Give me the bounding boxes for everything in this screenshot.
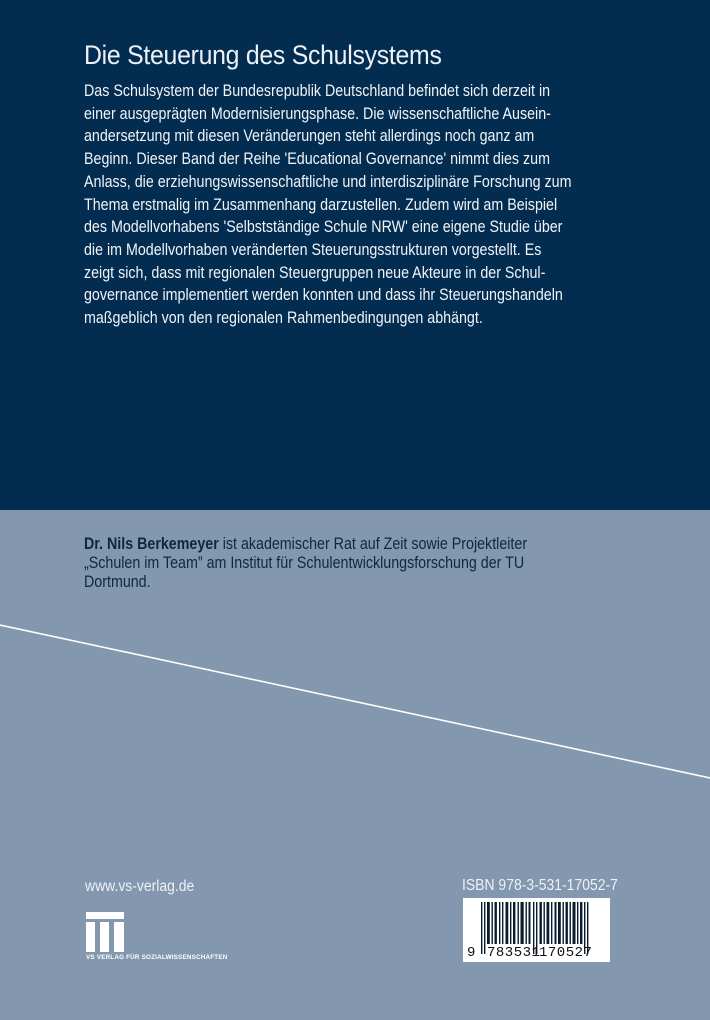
publisher-caption: VS VERLAG FÜR SOZIALWISSENSCHAFTEN (86, 954, 228, 961)
barcode-digits-left: 783531 (487, 945, 541, 961)
bio-text: ist akademischer Rat auf Zeit sowie Projektleiter (218, 535, 528, 553)
bio-text: „Schulen im Team” am Institut für Schulentwicklungsforschung der TU (84, 554, 525, 572)
barcode-digit: 9 (467, 945, 476, 961)
isbn-barcode (463, 898, 610, 962)
description-line: die im Modellvorhaben veränderten Steuerungsstrukturen vorgestellt. Es (84, 240, 542, 259)
vs-verlag-logo-icon (86, 912, 236, 962)
description-line: governance implementiert werden konnten und dass ihr Steuerungshandeln (84, 286, 563, 305)
description-line: Das Schulsystem der Bundesrepublik Deutschland befindet sich derzeit in (84, 82, 551, 100)
description-line: Beginn. Dieser Band der Reihe 'Educational Governance' nimmt dies zum (84, 150, 550, 169)
logo-column (86, 922, 95, 952)
logo-column (114, 922, 124, 952)
author-bio (84, 535, 641, 592)
isbn-label: ISBN 978-3-531-17052-7 (462, 877, 618, 894)
logo-column (100, 922, 109, 952)
description-line: Thema erstmalig im Zusammenhang darzustellen. Zudem wird am Beispiel (84, 195, 558, 214)
description-line: andersetzung mit diesen Veränderungen steht allerdings noch ganz am (84, 127, 535, 146)
publisher-url[interactable]: www.vs-verlag.de (85, 878, 195, 895)
bio-text: Dortmund. (84, 573, 151, 591)
description-line: Anlass, die erziehungswissenschaftliche und interdisziplinäre Forschung zum (84, 172, 572, 191)
description-line: einer ausgeprägten Modernisierungsphase. Die wissenschaftliche Ausein- (84, 104, 551, 123)
book-description (84, 80, 641, 330)
description-line: des Modellvorhabens 'Selbstständige Schule NRW' eine eigene Studie über (84, 218, 563, 237)
description-line: maßgeblich von den regionalen Rahmenbedingungen abhängt. (84, 309, 483, 328)
author-name: Dr. Nils Berkemeyer (84, 535, 219, 553)
logo-bar (86, 912, 124, 919)
description-line: zeigt sich, dass mit regionalen Steuergruppen neue Akteure in der Schul- (84, 263, 546, 282)
barcode-digits-right: 170527 (539, 945, 593, 961)
book-title: Die Steuerung des Schulsystems (84, 40, 442, 70)
